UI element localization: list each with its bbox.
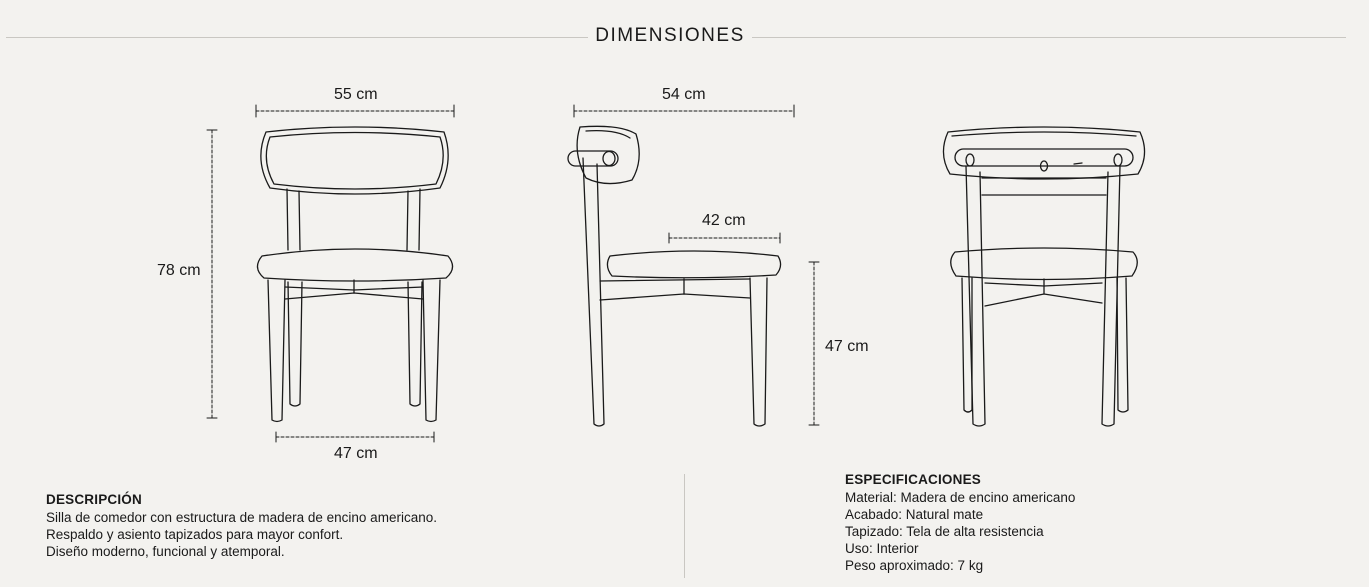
chair-side-view <box>568 126 781 426</box>
spec-line: Material: Madera de encino americano <box>845 490 1076 505</box>
spec-line: Tapizado: Tela de alta resistencia <box>845 524 1044 539</box>
front-dimension-lines <box>212 111 454 437</box>
side-dimension-lines <box>574 111 814 425</box>
section-divider <box>684 474 685 578</box>
spec-line: Uso: Interior <box>845 541 919 556</box>
side-dimension-ticks <box>574 105 819 425</box>
chair-front-view <box>257 127 452 422</box>
specifications-block <box>845 471 1325 574</box>
description-heading: DESCRIPCIÓN <box>46 492 142 507</box>
front-width-label: 55 cm <box>334 86 378 103</box>
front-base-width-label: 47 cm <box>334 445 378 462</box>
spec-line: Acabado: Natural mate <box>845 507 984 522</box>
side-seat-height-label: 47 cm <box>825 338 869 355</box>
spec-line: Peso aproximado: 7 kg <box>845 558 984 573</box>
description-block <box>46 491 606 560</box>
page-title: DIMENSIONES <box>595 25 745 46</box>
side-depth-label: 54 cm <box>662 86 706 103</box>
description-line: Silla de comedor con estructura de madera de encino americano. <box>46 510 437 525</box>
specifications-heading: ESPECIFICACIONES <box>845 472 981 487</box>
chair-back-view <box>943 127 1144 426</box>
description-line: Diseño moderno, funcional y atemporal. <box>46 544 285 559</box>
side-seat-depth-label: 42 cm <box>702 212 746 229</box>
front-dimension-ticks <box>207 105 454 442</box>
front-height-label: 78 cm <box>157 262 201 279</box>
description-line: Respaldo y asiento tapizados para mayor confort. <box>46 527 344 542</box>
